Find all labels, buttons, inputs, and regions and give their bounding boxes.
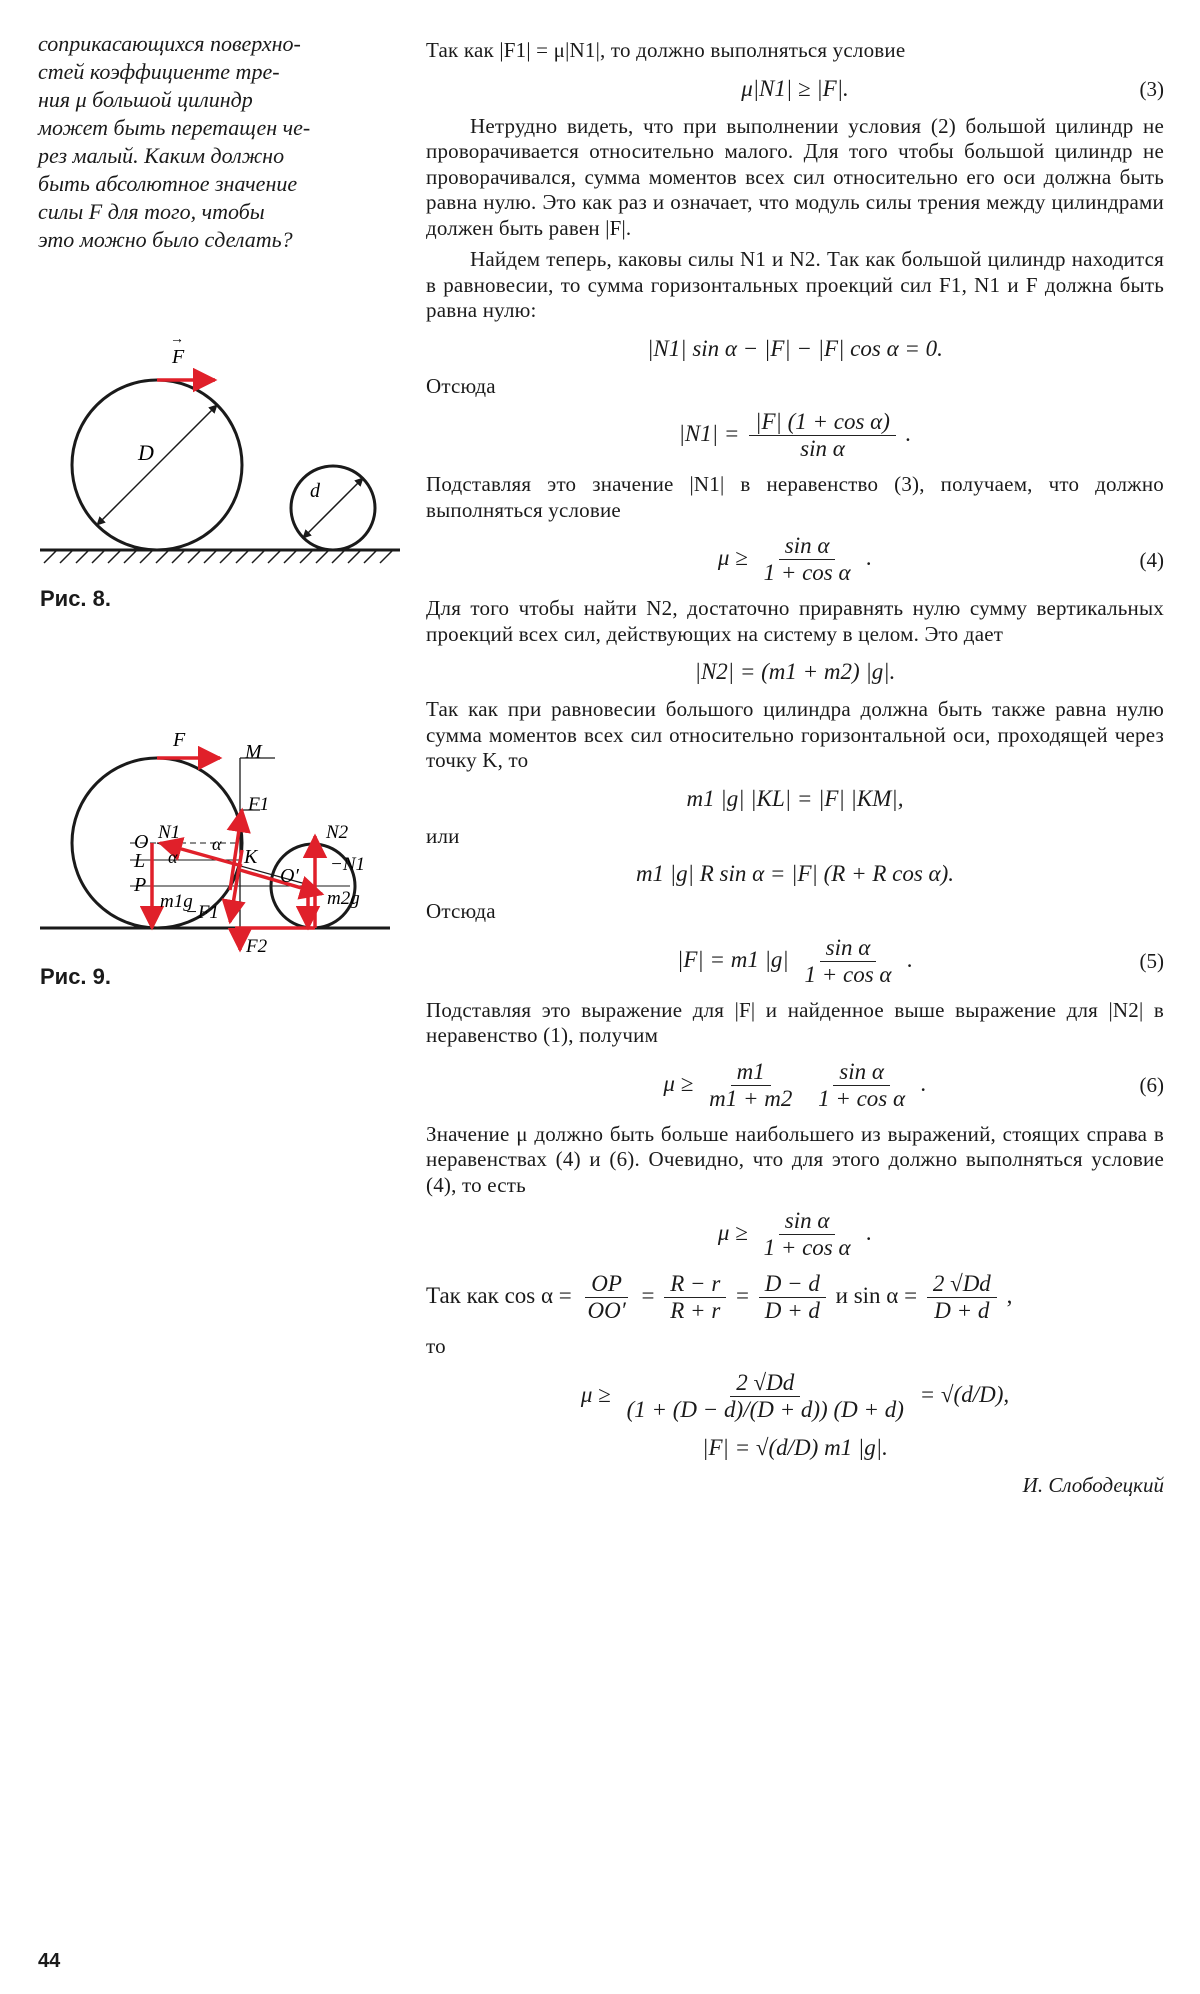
label-m1g: m1g [160, 891, 193, 912]
paragraph: Найдем теперь, каковы силы N1 и N2. Так как большой цилиндр находится в равновесии, то сумма горизонтальных проекций сил F1, N1 и F должна быть равна нулю: [426, 247, 1164, 322]
equation-4: μ ≥ $\frac{\text{sin α}}{\text{1 + cos α}}$ . (4) [717, 533, 1164, 585]
label-N1: N1 [158, 822, 181, 843]
page-number: 44 [38, 1950, 61, 1972]
label-M: M [245, 741, 262, 763]
label-F1: F1 [248, 794, 270, 815]
paragraph: Отсюда [426, 899, 496, 923]
equation-F-result: |F| = √(d/D) m1 |g|. [702, 1434, 888, 1460]
equation-5: |F| = m1 |g| $\frac{\text{sin α}}{\text{1 + cos α}}$ . (5) [677, 934, 1164, 987]
equation-moment: m1 |g| |KL| = |F| |KM|, [686, 785, 904, 811]
label-K: K [244, 846, 258, 868]
label-F2: F2 [246, 936, 268, 957]
equation-3: μ|N1| ≥ |F|. (3) [426, 74, 1164, 104]
equation-number: (3) [1139, 76, 1164, 101]
right-column [426, 38, 1164, 1503]
equation-N2: |N2| = (m1 + m2) |g|. [694, 659, 896, 684]
figure-9-caption: Рис. 9. [40, 964, 112, 989]
left-column [38, 30, 388, 254]
label-N2: N2 [326, 822, 349, 843]
paragraph: Нетрудно видеть, что при выполнении условия (2) большой цилиндр не проворачивается относительно малого. Для того чтобы большой цилиндр не проворачивался, сумма моментов всех сил относительно его оси должна быть равна нулю. Это как раз и означает, что модуль силы трения между цилиндрами должен быть равен |F|. [426, 113, 1164, 240]
svg-text:→: → [170, 332, 184, 347]
label-minus-N1: −N1 [330, 854, 365, 875]
label-alpha-right: α [212, 834, 222, 854]
paragraph: или [426, 823, 460, 848]
figure-8-caption: Рис. 8. [40, 586, 112, 611]
paragraph: Так как при равновесии большого цилиндра должна быть также равна нулю сумма моментов всех сил относительно горизонтальной оси, проходящей через точку K, то [426, 697, 1164, 772]
paragraph: Подставляя это значение |N1| в неравенство (3), получаем, что должно выполняться условие [426, 472, 1164, 522]
paragraph: Для того чтобы найти N2, достаточно приравнять нулю сумму вертикальных проекций всех сил, действующих на систему в целом. Это дает [426, 596, 1164, 646]
label-O: O [134, 831, 149, 853]
equation-cos-sin: Так как cos α = $\frac{OP}{OO'}$ = $\frac{R - r}{R + r}$ = $\frac{D - d}{D + d}$ и sin α = $\frac{2 √Dd}{D + d}$ , [426, 1271, 1013, 1323]
author-signature: И. Слободецкий [1022, 1472, 1164, 1497]
equation-horizontal-balance: |N1| sin α − |F| − |F| cos α = 0. [647, 335, 943, 361]
equation-final-mu: μ ≥ $\frac{\text{sin α}}{\text{1 + cos α}}$ . [717, 1208, 873, 1260]
label-d: d [310, 480, 320, 502]
equation-6: μ ≥ $\frac{m1}{m1 + m2}$ $\frac{\text{sin α}}{\text{1 + cos α}}$ . (6) [663, 1058, 1164, 1111]
equation-number: (4) [1139, 547, 1164, 572]
equation-moment-2: m1 |g| R sin α = |F| (R + R cos α). [635, 861, 955, 886]
label-m2g: m2g [327, 888, 360, 909]
label-F: F [173, 729, 186, 751]
equation-mu-result: μ ≥ $\frac{2 √Dd}{(1 + (D - d)/(D + d)) (D + d)}$ = √(d/D), [580, 1369, 1010, 1422]
paragraph: Так как |F1| = μ|N1|, то должно выполняться условие [426, 38, 906, 62]
equation-number: (6) [1139, 1073, 1164, 1097]
paragraph: то [426, 1334, 446, 1358]
figure-9 [30, 660, 410, 960]
label-alpha-left: α [168, 847, 178, 867]
label-L: L [134, 850, 146, 872]
paragraph: Отсюда [426, 373, 496, 398]
paragraph: Значение μ должно быть больше наибольшего из выражений, стоящих справа в неравенствах (4) и (6). Очевидно, что для этого должно выполняться условие (4), то есть [426, 1121, 1164, 1197]
figure-8 [30, 285, 410, 565]
problem-statement: соприкасающихся поверхно- стей коэффициенте тре- ния μ большой цилиндр может быть перетащен че- рез малый. Каким должно быть абсолютное значение силы F для того, чтобы это можно было сделать? [38, 31, 311, 252]
equation-N1: |N1| = $\frac{\text{|F| (1 + cos α)}}{\text{sin α}}$ . [678, 409, 912, 461]
label-D: D [138, 440, 154, 465]
equation-number: (5) [1139, 949, 1164, 973]
label-P: P [134, 874, 147, 896]
label-F: F [172, 346, 185, 368]
label-O-prime: O′ [280, 865, 299, 887]
paragraph: Подставляя это выражение для |F| и найденное выше выражение для |N2| в неравенство (1), получим [426, 997, 1164, 1047]
label-minus-F1: −F1 [185, 902, 219, 923]
